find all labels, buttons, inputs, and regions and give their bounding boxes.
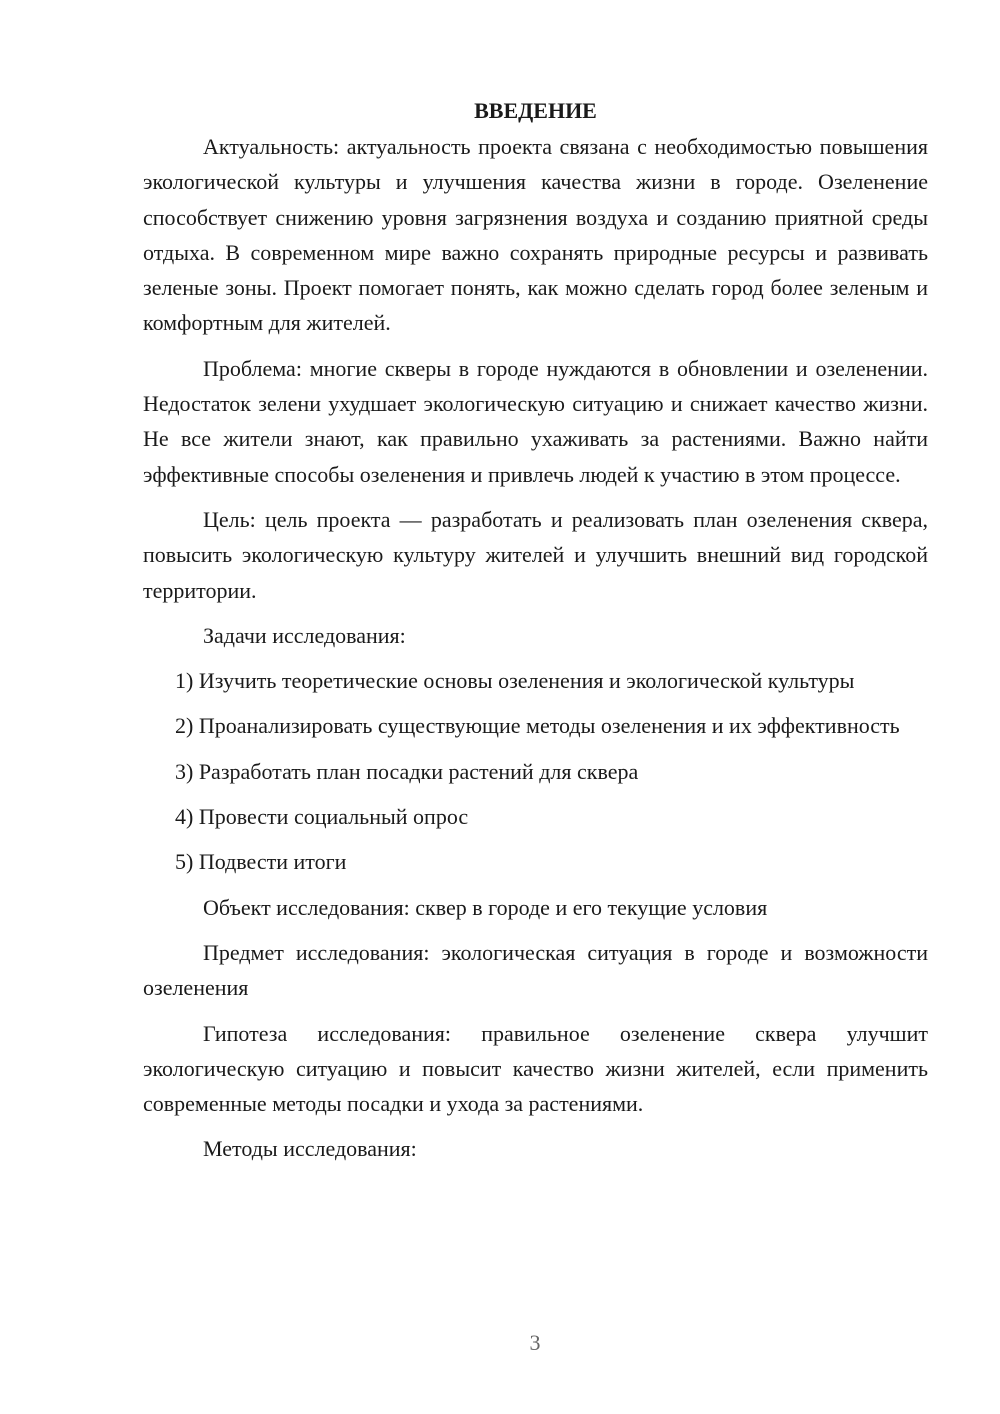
task-item: 4) Провести социальный опрос xyxy=(175,804,469,830)
paragraph-goal: Цель: цель проекта — разработать и реализовать план озеленения сквера, повысить экологическую культуру жителей и улучшить внешний вид городской территории. xyxy=(143,506,928,603)
section-title: ВВЕДЕНИЕ xyxy=(474,98,597,123)
methods-heading: Методы исследования: xyxy=(203,1136,417,1162)
paragraph-hypothesis: Гипотеза исследования: правильное озеленение сквера улучшит экологическую ситуацию и повысит качество жизни жителей, если применить современные методы посадки и ухода за растениями. xyxy=(143,1020,928,1117)
task-item: 1) Изучить теоретические основы озеленения и экологической культуры xyxy=(175,668,855,694)
tasks-heading: Задачи исследования: xyxy=(203,622,406,648)
paragraph-object: Объект исследования: сквер в городе и его текущие условия xyxy=(203,894,768,920)
paragraph-relevance: Актуальность: актуальность проекта связана с необходимостью повышения экологической культуры и улучшения качества жизни в городе. Озеленение способствует снижению уровня загрязнения воздуха и созданию приятной среды отдыха. В современном мире важно сохранять природные ресурсы и развивать зеленые зоны. Проект помогает понять, как можно сделать город более зеленым и комфортным для жителей. xyxy=(143,134,928,336)
paragraph-subject: Предмет исследования: экологическая ситуация в городе и возможности озеленения xyxy=(143,939,928,1001)
task-item: 2) Проанализировать существующие методы озеленения и их эффективность xyxy=(175,713,900,739)
page-content xyxy=(143,93,928,1177)
paragraph-problem: Проблема: многие скверы в городе нуждаются в обновлении и озеленении. Недостаток зелени ухудшает экологическую ситуацию и снижает качество жизни. Не все жители знают, как правильно ухаживать за растениями. Важно найти эффективные способы озеленения и привлечь людей к участию в этом процессе. xyxy=(143,355,928,487)
page-number: 3 xyxy=(529,1330,541,1355)
task-item: 5) Подвести итоги xyxy=(175,849,347,875)
task-item: 3) Разработать план посадки растений для сквера xyxy=(175,758,639,784)
